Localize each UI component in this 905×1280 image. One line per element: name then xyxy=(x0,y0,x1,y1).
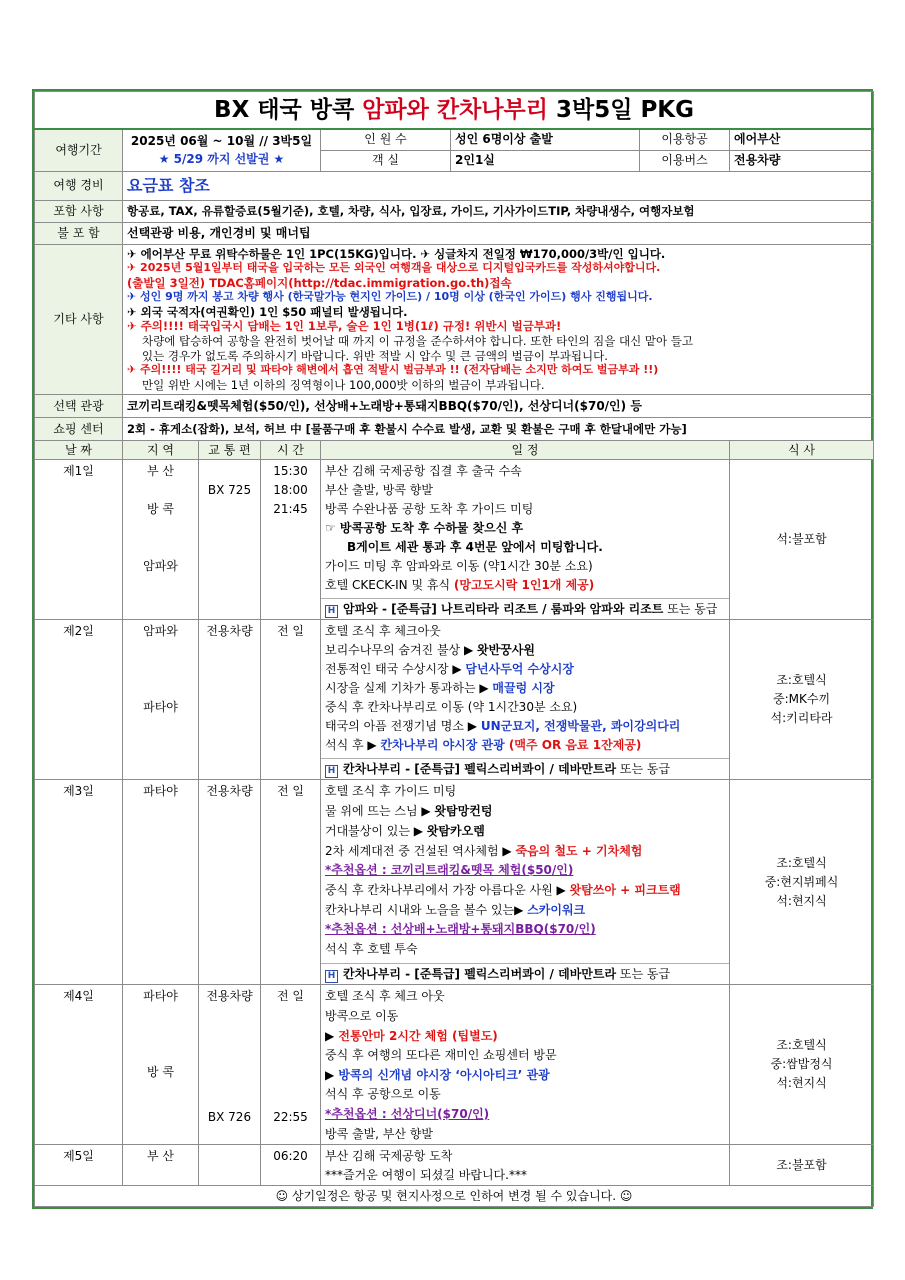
day-4-flight: BX 726 xyxy=(207,1110,252,1125)
day-1-line-5: B게이트 세관 통과 후 4번문 앞에서 미팅합니다. xyxy=(347,540,603,555)
note-tobacco: ✈ 주의!!!! 태국입국시 담배는 1인 1보루, 술은 1인 1병(1ℓ) 규정! 위반시 벌금부과! xyxy=(127,319,562,334)
day-1-meals: 석:불포함 xyxy=(730,460,874,620)
day-3-option-boat: *추천옵션 : 선상배+노래방+통돼지BBQ($70/인) xyxy=(325,922,596,937)
schedule-header xyxy=(35,441,874,460)
include-value: 항공료, TAX, 유류할증료(5월기준), 호텔, 차량, 식사, 입장료, 가이드, 기사가이드TIP, 차량내생수, 여행자보험 xyxy=(123,200,874,222)
day-4-line-4: 중식 후 여행의 또다른 재미인 쇼핑센터 방문 xyxy=(325,1048,557,1063)
day-1-time-1: 15:30 xyxy=(273,464,308,479)
page-title: BX 태국 방콕 암파와 칸차나부리 3박5일 PKG xyxy=(35,92,874,130)
day-5-line-1: 부산 김해 국제공항 도착 xyxy=(325,1149,453,1164)
day-5-region: 부 산 xyxy=(123,1145,199,1186)
day-1-time-3: 21:45 xyxy=(273,502,308,517)
include-label: 포함 사항 xyxy=(35,200,123,222)
day-1-lunchbox: (망고도시락 1인1개 제공) xyxy=(453,578,595,593)
header-transport: 교 통 편 xyxy=(199,441,261,460)
day-2-line-5: 중식 후 칸차나부리로 이동 (약 1시간30분 소요) xyxy=(325,700,578,715)
hotel-icon: H xyxy=(325,970,338,983)
day-row-1 xyxy=(35,460,874,620)
room-label: 객 실 xyxy=(321,150,451,171)
day-2-region-pattaya: 파타야 xyxy=(143,700,178,715)
day-1-region-amphawa: 암파와 xyxy=(143,559,178,574)
day-4-option-dinner: *추천옵션 : 선상디너($70/인) xyxy=(325,1107,490,1122)
day-row-5 xyxy=(35,1145,874,1186)
note-smoking-detail: 만일 위반 시에는 1년 이하의 징역형이나 100,000밧 이하의 벌금이 부과됩니다. xyxy=(142,377,545,392)
exclude-value: 선택관광 비용, 개인경비 및 매너팁 xyxy=(123,222,874,244)
etc-label: 기타 사항 xyxy=(35,244,123,395)
day-3-wat-tham-mangkon: 왓탐망컨텅 xyxy=(434,804,493,819)
exclude-label: 불 포 함 xyxy=(35,222,123,244)
airline-value: 에어부산 xyxy=(730,129,874,150)
day-4-line-8: 방콕 출발, 부산 향발 xyxy=(325,1126,433,1141)
day-1-date: 제1일 xyxy=(35,460,123,620)
bus-value: 전용차량 xyxy=(730,150,874,171)
day-1-line-3: 방콕 수완나품 공항 도착 후 가이드 미팅 xyxy=(325,502,534,517)
day-1-region-bangkok: 방 콕 xyxy=(147,502,174,517)
day-4-region-bangkok: 방 콕 xyxy=(147,1065,174,1080)
day-row-2: 제2일 암파와 파타야 전용차량 전 일 호텔 조식 후 체크아웃 보리수나무의 숨겨진 불상 ▶ 왓반꿍사원 전통적인 태국 수상시장 ▶ 담넌사두억 수상시장 시장을 실제 기차가 통과하는 ▶ 매끌렁 시장 중식 후 칸차나부리로 이동 (약 1시간30분 소요) 태국의 아픔 전쟁기념 명소 ▶ UN군묘지, 전쟁박물관, 콰이강의다리 석식 후 ▶ 칸차나부리 야시장 관광 (맥주 OR 음료 1잔제공) H 칸차나부리 - [준특급] 펠릭스리버콰이 / 데바만트라 또는 동급 조:호텔식 중:MK수끼 석:키리타라 xyxy=(35,620,874,780)
bus-label: 이용버스 xyxy=(640,150,730,171)
header-itinerary: 일 정 xyxy=(321,441,730,460)
day-3-line-9: 석식 후 호텔 투숙 xyxy=(325,942,418,957)
day-1-time-2: 18:00 xyxy=(273,483,308,498)
day-1-region-busan: 부 산 xyxy=(147,464,174,479)
day-2-transport: 전용차량 xyxy=(199,620,261,780)
day-4-line-1: 호텔 조식 후 체크 아웃 xyxy=(325,989,445,1004)
day-2-time: 전 일 xyxy=(261,620,321,780)
day-4-region-pattaya: 파타야 xyxy=(143,989,178,1004)
early-bird-notice: ★ 5/29 까지 선발권 ★ xyxy=(158,152,285,167)
day-1-line-6: 가이드 미팅 후 암파와로 이동 (약1시간 30분 소요) xyxy=(325,559,593,574)
day-2-hotel: H 칸차나부리 - [준특급] 펠릭스리버콰이 / 데바만트라 또는 동급 xyxy=(321,758,729,779)
day-2-war-memorial: UN군묘지, 전쟁박물관, 콰이강의다리 xyxy=(480,719,681,734)
header-meal: 식 사 xyxy=(730,441,874,460)
period-value: 2025년 06월 ~ 10월 // 3박5일 xyxy=(130,134,313,149)
day-2-maeklong-market: 매끌렁 시장 xyxy=(492,681,555,696)
shopping-value: 2회 - 휴게소(잡화), 보석, 허브 中 [물품구매 후 환불시 수수료 발생, 교환 및 환불은 구매 후 한달내에만 가능] xyxy=(123,418,874,441)
note-baggage: ✈ 에어부산 무료 위탁수하물은 1인 1PC(15KG)입니다. ✈ 싱글차지 전일정 ₩170,000/3박/인 입니다. xyxy=(127,246,666,261)
header-date: 날 짜 xyxy=(35,441,123,460)
day-2-watbankung: 왓반꿍사원 xyxy=(477,643,535,658)
day-4-line-2: 방콕으로 이동 xyxy=(325,1009,399,1024)
day-3-time: 전 일 xyxy=(261,780,321,985)
day-4-line-6: 석식 후 공항으로 이동 xyxy=(325,1087,441,1102)
day-3-hotel: H 칸차나부리 - [준특급] 펠릭스리버콰이 / 데바만트라 또는 동급 xyxy=(321,963,729,985)
day-3-transport: 전용차량 xyxy=(199,780,261,985)
day-4-date: 제4일 xyxy=(35,985,123,1145)
day-2-region-amphawa: 암파와 xyxy=(143,624,178,639)
day-1-line-2: 부산 출발, 방콕 향발 xyxy=(325,483,433,498)
day-4-transport: 전용차량 xyxy=(206,989,253,1004)
day-1-line-1: 부산 김해 국제공항 집결 후 출국 수속 xyxy=(325,464,522,479)
option-label: 선택 관광 xyxy=(35,395,123,418)
cost-label: 여행 경비 xyxy=(35,171,123,200)
shopping-label: 쇼핑 센터 xyxy=(35,418,123,441)
people-value: 성인 6명이상 출발 xyxy=(451,129,640,150)
footer-notice: ☺ 상기일정은 항공 및 현지사정으로 인하여 변경 될 수 있습니다. ☺ xyxy=(35,1186,874,1207)
day-3-line-1: 호텔 조식 후 가이드 미팅 xyxy=(325,784,457,799)
period-label: 여행기간 xyxy=(35,129,123,171)
day-2-meals: 조:호텔식 중:MK수끼 석:키리타라 xyxy=(730,620,874,780)
hotel-icon: H xyxy=(325,765,338,778)
note-tobacco-detail-2: 있는 경우가 없도록 주의하시기 바랍니다. 위반 적발 시 압수 및 큰 금액의 벌금이 부과됩니다. xyxy=(142,348,608,363)
day-3-wat-tham-suea: 왓탐쓰아 xyxy=(569,882,616,897)
day-4-depart-time: 22:55 xyxy=(273,1110,308,1125)
note-smoking: ✈ 주의!!!! 태국 길거리 및 파타야 해변에서 흡연 적발시 벌금부과 !! (전자담배는 소지만 하여도 벌금부과 !!) xyxy=(127,363,659,377)
day-3-meals: 조:호텔식 중:현지뷔페식 석:현지식 xyxy=(730,780,874,985)
note-tdac: ✈ 2025년 5월1일부터 태국을 입국하는 모든 외국인 여행객을 대상으로 디지털입국카드를 작성하셔야합니다. xyxy=(127,261,661,275)
day-4-time: 전 일 xyxy=(277,989,304,1004)
itinerary-document xyxy=(32,89,873,1209)
airline-label: 이용항공 xyxy=(640,129,730,150)
day-4-massage: 전통안마 2시간 체험 (팁별도) xyxy=(338,1028,498,1043)
etc-notes xyxy=(123,244,874,395)
day-2-drink: (맥주 OR 음료 1잔제공) xyxy=(508,738,642,753)
day-2-night-market: 칸차나부리 야시장 관광 xyxy=(380,738,509,753)
day-5-line-2: ***즐거운 여행이 되셨길 바랍니다.*** xyxy=(325,1168,527,1183)
day-3-option-elephant: *추천옵션 : 코끼리트래킹&뗏목 체험($50/인) xyxy=(325,863,574,878)
note-guide: ✈ 성인 9명 까지 봉고 차량 행사 (한국말가능 현지인 가이드) / 10명 이상 (한국인 가이드) 행사 진행됩니다. xyxy=(127,290,653,304)
day-3-wat-tham-khao: 왓탐카오렘 xyxy=(426,823,485,838)
note-tobacco-detail-1: 차량에 탑승하여 공항을 완전히 벗어날 때 까지 이 규정을 준수하셔야 합니다. 또한 타인의 짐을 대신 맡아 들고 xyxy=(142,334,693,349)
day-4-asiatique: 방콕의 신개념 야시장 ‘아시아티크’ 관광 xyxy=(338,1067,550,1082)
day-3-region: 파타야 xyxy=(123,780,199,985)
day-1-line-4: ☞ 방콕공항 도착 후 수하물 찾으신 후 xyxy=(325,521,524,536)
cost-value: 요금표 참조 xyxy=(123,171,874,200)
day-5-meals: 조:불포함 xyxy=(730,1145,874,1186)
day-5-time: 06:20 xyxy=(261,1145,321,1186)
note-penalty: ✈ 외국 국적자(여권확인) 1인 $50 패널티 발생됩니다. xyxy=(127,304,408,319)
day-2-date: 제2일 xyxy=(35,620,123,780)
day-1-line-7: 호텔 CKECK-IN 및 휴식 xyxy=(325,578,454,593)
day-2-line-1: 호텔 조식 후 체크아웃 xyxy=(325,624,441,639)
room-value: 2인1실 xyxy=(451,150,640,171)
day-row-3: 제3일 파타야 전용차량 전 일 호텔 조식 후 가이드 미팅 물 위에 뜨는 스님 ▶ 왓탐망컨텅 거대불상이 있는 ▶ 왓탐카오렘 2차 세계대전 중 건설된 역사체험 ▶ 죽음의 철도 + 기차체험 *추천옵션 : 코끼리트래킹&뗏목 체험($50/인) 중식 후 칸차나부리에서 가장 아름다운 사원 ▶ 왓탐쓰아 + 피크트램 칸차나부리 시내와 노을을 볼수 있는▶ 스카이워크 *추천옵션 : 선상배+노래방+통돼지BBQ($70/인) 석식 후 호텔 투숙 H 칸차나부리 - [준특급] 펠릭스리버콰이 / 데바만트라 또는 동급 조:호텔식 중:현지뷔페식 석:현지식 xyxy=(35,780,874,985)
day-1-hotel: H 암파와 - [준특급] 나트리타라 리조트 / 룸파와 암파와 리조트 또는 동급 xyxy=(321,598,729,619)
day-row-4: 제4일 파타야 방 콕 전용차량 BX 726 전 일 22:55 호텔 조식 후 체크 아웃 방콕으로 이동 ▶ 전통안마 2시간 체험 (팁별도) 중식 후 여행의 또다른 재미인 쇼핑센터 방문 ▶ 방콕의 신개념 야시장 ‘아시아티크’ 관광 석식 후 공항으로 이동 *추천옵션 : 선상디너($70/인) 방콕 출발, 부산 향발 조:호텔식 중:쌈밥정식 석:현지식 xyxy=(35,985,874,1145)
day-5-date: 제5일 xyxy=(35,1145,123,1186)
header-time: 시 간 xyxy=(261,441,321,460)
people-label: 인 원 수 xyxy=(321,129,451,150)
day-2-floating-market: 담넌사두억 수상시장 xyxy=(465,662,574,677)
day-4-meals: 조:호텔식 중:쌈밥정식 석:현지식 xyxy=(730,985,874,1145)
header-region: 지 역 xyxy=(123,441,199,460)
hotel-icon: H xyxy=(325,605,338,618)
day-1-flight: BX 725 xyxy=(207,483,252,498)
day-3-date: 제3일 xyxy=(35,780,123,985)
option-value: 코끼리트래킹&뗏목체험($50/인), 선상배+노래방+통돼지BBQ($70/인), 선상디너($70/인) 등 xyxy=(123,395,874,418)
day-3-skywalk: 스카이워크 xyxy=(527,902,586,917)
day-3-death-railway: 죽음의 철도 xyxy=(515,843,578,858)
note-tdac-site: (출발일 3일전) TDAC홈페이지(http://tdac.immigration.go.th)접속 xyxy=(127,275,512,290)
